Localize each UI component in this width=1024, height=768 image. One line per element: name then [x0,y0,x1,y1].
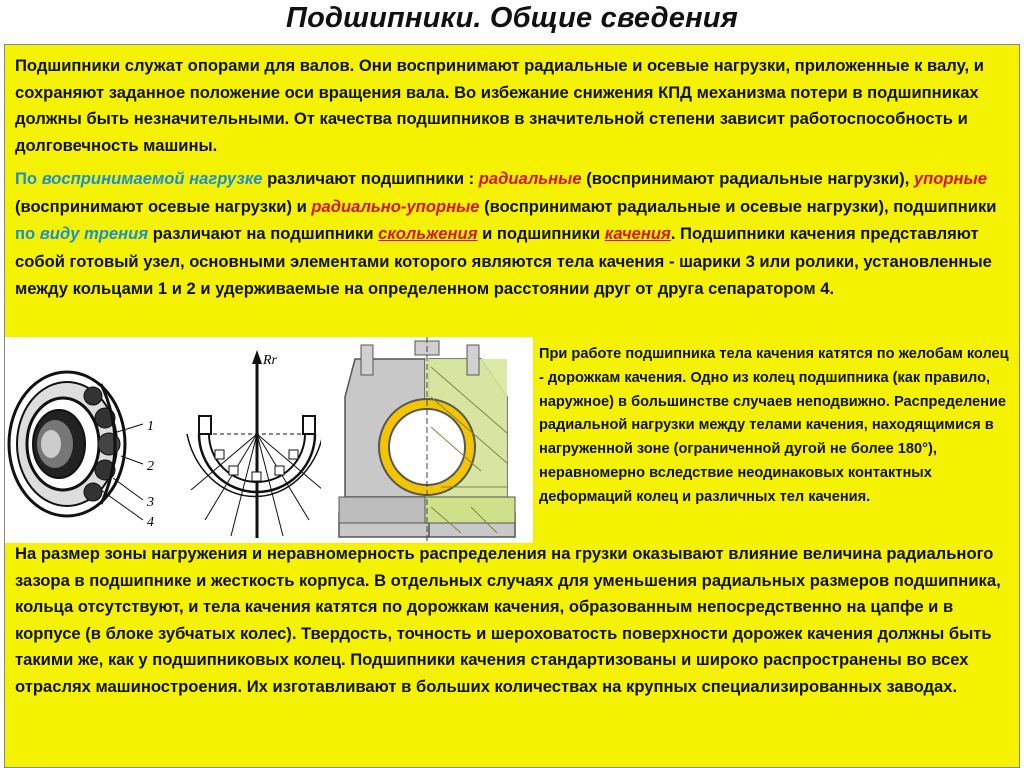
p2-span: различают подшипники : [262,169,479,188]
p2-span: радиальные [478,169,582,188]
p2-span: радиально-упорные [311,196,480,216]
bearing-figures [5,337,325,543]
p2-span: по [15,224,40,243]
label-3: 3 [147,495,154,510]
ball-bearing-drawing [5,340,185,542]
p2-span: скольжения [378,224,478,243]
p2-span: различают на подшипники [148,224,379,243]
p2-span: (воспринимают осевые нагрузки) и [15,196,312,216]
bearing-housing-drawing [321,337,533,543]
force-label: Rr [263,353,277,368]
label-2: 2 [147,459,154,474]
classification-paragraph [15,165,1010,303]
p2-span: воспринимаемой нагрузке [41,169,263,188]
slide-title: Подшипники. Общие сведения [286,2,738,34]
load-zone-paragraph: На размер зоны нагружения и неравномерность распределения на грузки оказывают влияние величина радиального зазора в подшипнике и жесткость корпуса. В отдельных случаях для уменьшения радиальных размеров подшипника, кольца отсутствуют, и тела качения катятся по дорожкам качения, образованным непосредственно на цапфе и в корпусе (в блоке зубчатых колес). Твердость, точность и шероховатость поверхности дорожек качения должны быть такими же, как у подшипниковых колец. Подшипники качения стандартизованы и широко распространены во всех отраслях машиностроения. Их изготавливают в больших количествах на крупных специализированных заводах. [15,544,1001,696]
p2-span: качения [604,224,671,243]
title-bar [0,0,1024,44]
load-distribution-diagram [185,340,325,542]
p2-span: виду трения [39,224,149,243]
p2-span: По [15,169,42,188]
p2-span: . Подшипники качения представляют собой готовый узел, основными элементами которого являются тела качения - шарики 3 или ролики, установленные между кольцами 1 и 2 и удерживаемые на определенном расстоянии друг от друга сепаратором 4. [15,224,992,298]
operation-paragraph: При работе подшипника тела качения катятся по желобам колец - дорожкам качения. Одно из колец подшипника (как правило, наружное) в большинстве случаев неподвижно. Распределение радиальной нагрузки между телами качения, находящимися в нагруженной зоне (ограниченной дугой не более 180°), неравномерно вследствие неодинаковых контактных деформаций колец и различных тел качения. [539,346,1009,505]
slide-body [4,44,1020,768]
intro-paragraph: Подшипники служат опорами для валов. Они воспринимают радиальные и осевые нагрузки, приложенные к валу, и сохраняют заданное положение оси вращения вала. Во избежание снижения КПД механизма потери в подшипниках должны быть незначительными. От качества подшипников в значительной степени зависит работоспособность и долговечность машины. [15,56,984,155]
p2-span: (воспринимают радиальные и осевые нагрузки), подшипники [479,196,997,216]
label-1: 1 [147,419,154,434]
label-4: 4 [147,515,154,530]
p2-span: упорные [913,169,987,188]
p2-span: (воспринимают радиальные нагрузки), [581,169,914,188]
p2-span: и подшипники [477,224,605,243]
